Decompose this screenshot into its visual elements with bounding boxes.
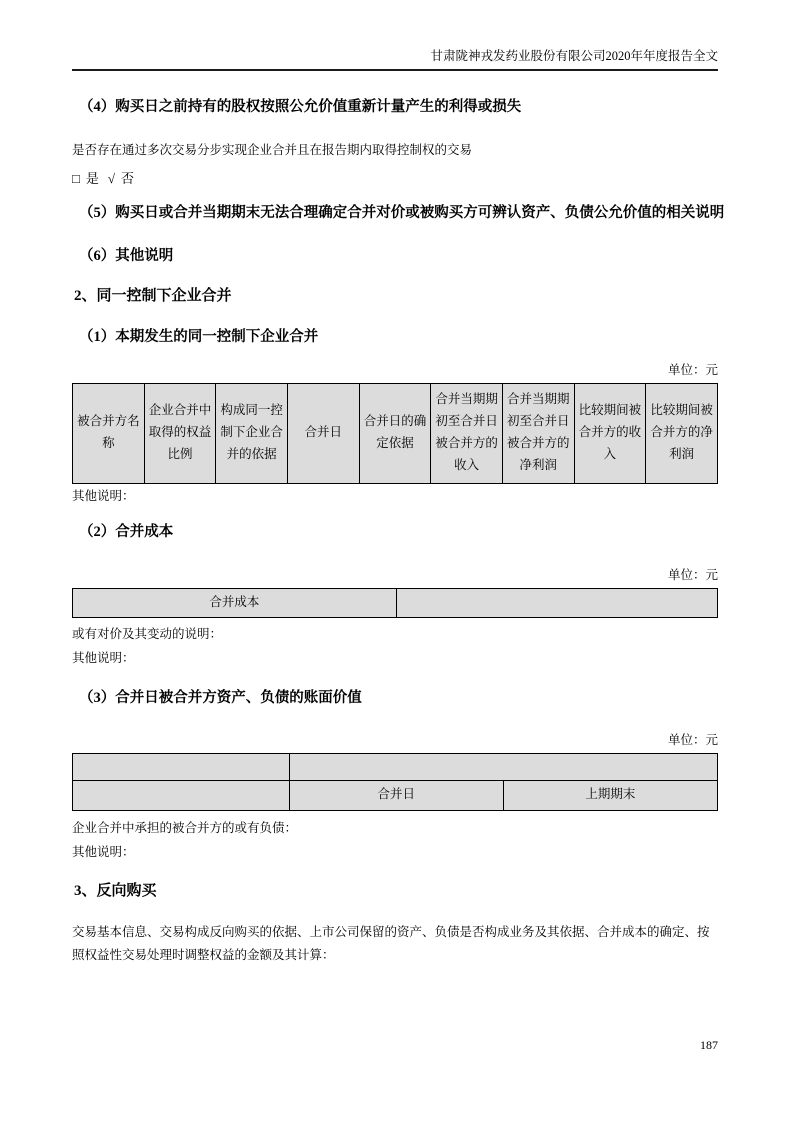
table-header-cell: 企业合并中取得的权益比例 — [144, 383, 216, 483]
section-5-title: （5）购买日或合并当期期末无法合理确定合并对价或被购买方可辨认资产、负债公允价值的相关说明 — [79, 204, 725, 221]
empty-cell — [289, 753, 717, 780]
merger-cost-table — [72, 588, 718, 618]
unit-label: 单位：元 — [667, 732, 718, 747]
subsection-3-title: （3）合并日被合并方资产、负债的账面价值 — [79, 689, 362, 706]
checkbox-unchecked-icon: □ — [72, 170, 80, 186]
table-header-cell: 合并日 — [287, 383, 359, 483]
yes-no-selector — [72, 168, 718, 187]
section-3-heading: 3、反向购买 — [74, 882, 157, 899]
table-row — [73, 588, 718, 617]
table-header-row — [73, 780, 718, 810]
section-6-title: （6）其他说明 — [79, 248, 174, 265]
table-header-cell: 构成同一控制下企业合并的依据 — [216, 383, 288, 483]
section-2-heading: 2、同一控制下企业合并 — [74, 288, 232, 305]
table-header-cell: 合并日的确定依据 — [359, 383, 431, 483]
merger-cost-value-cell — [396, 588, 717, 617]
empty-cell — [73, 780, 290, 810]
prior-period-header-cell: 上期期末 — [503, 780, 717, 810]
table-header-cell: 合并当期期初至合并日被合并方的净利润 — [502, 383, 574, 483]
merge-date-header-cell: 合并日 — [289, 780, 503, 810]
yes-label: 是 — [85, 170, 99, 186]
merger-table — [72, 383, 718, 484]
book-value-table — [72, 753, 718, 811]
table-header-cell: 合并当期期初至合并日被合并方的收入 — [431, 383, 503, 483]
other-note: 其他说明： — [72, 488, 135, 503]
table-header-cell: 比较期间被合并方的收入 — [574, 383, 646, 483]
subsection-2-title: （2）合并成本 — [79, 524, 174, 541]
contingent-consideration-note: 或有对价及其变动的说明： — [72, 626, 223, 641]
table-row — [73, 753, 718, 780]
unit-label: 单位：元 — [667, 362, 718, 377]
page-number: 187 — [700, 1038, 718, 1052]
section-4-title: （4）购买日之前持有的股权按照公允价值重新计量产生的利得或损失 — [79, 99, 522, 116]
header-divider — [72, 69, 718, 71]
contingent-liability-note: 企业合并中承担的被合并方的或有负债： — [72, 820, 298, 835]
table-header-cell: 被合并方名称 — [73, 383, 145, 483]
table-header-row — [73, 383, 718, 483]
check-icon: √ — [107, 170, 116, 186]
multi-transaction-question: 是否存在通过多次交易分步实现企业合并且在报告期内取得控制权的交易 — [72, 143, 473, 158]
subsection-1-title: （1）本期发生的同一控制下企业合并 — [79, 328, 319, 345]
no-label: 否 — [121, 170, 135, 186]
merger-cost-header-cell: 合并成本 — [73, 588, 397, 617]
other-note: 其他说明： — [72, 651, 135, 666]
other-note: 其他说明： — [72, 845, 135, 860]
unit-label: 单位：元 — [667, 567, 718, 582]
table-header-cell: 比较期间被合并方的净利润 — [646, 383, 718, 483]
reverse-purchase-description: 交易基本信息、交易构成反向购买的依据、上市公司保留的资产、负债是否构成业务及其依据、合并成本的确定、按照权益性交易处理时调整权益的金额及其计算： — [72, 925, 710, 963]
empty-cell — [73, 753, 290, 780]
report-header: 甘肃陇神戎发药业股份有限公司2020年年度报告全文 — [430, 49, 718, 63]
